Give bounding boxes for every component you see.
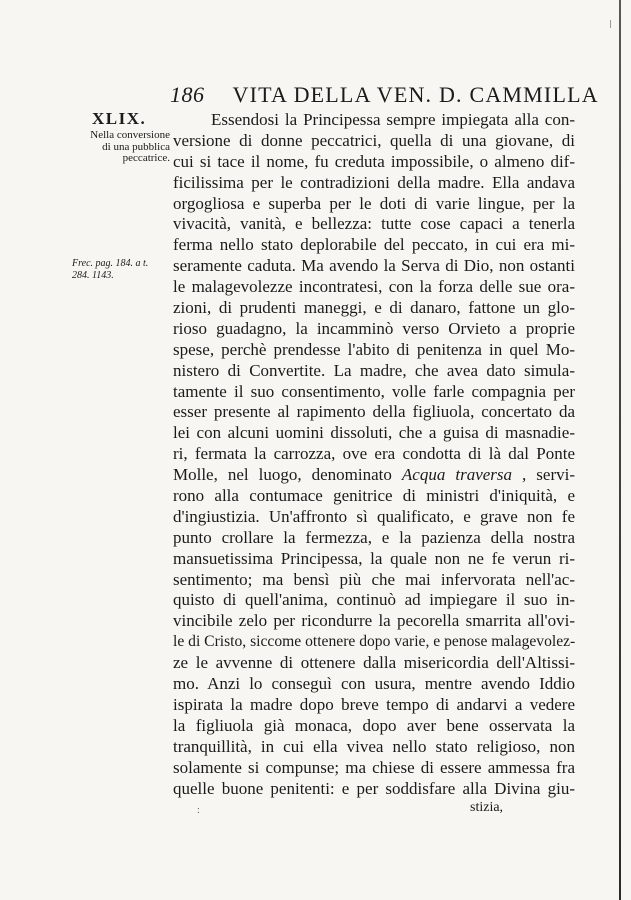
page-binding-edge [619, 0, 621, 900]
text-line: d'ingiustizia. Un'affronto sì qualificato, e grave non fe [173, 506, 575, 526]
text-line: rono alla contumace genitrice di ministri d'iniquità, e [173, 486, 575, 506]
margin-sidenote [74, 130, 170, 165]
running-header [170, 82, 599, 108]
text-line-with-italic [173, 465, 575, 486]
text-line: sentimento; ma bensì più che mai infervorata nell'ac- [173, 569, 575, 589]
text-line: solamente si compunse; ma chiese di essere ammessa fra [173, 757, 575, 777]
running-title: VITA DELLA VEN. D. CAMMILLA [232, 82, 599, 107]
text-line: vincibile zelo per ricondurre la pecorella smarrita all'ovi- [173, 611, 575, 631]
text-line: seramente caduta. Ma avendo la Serva di Dio, non ostanti [173, 256, 575, 276]
text-line: vivacità, vanità, e bellezza: tutte cose capaci a tenerla [173, 214, 575, 234]
margin-citation [72, 258, 170, 282]
text-line: orgogliosa e superba per le doti di varie lingue, per la [173, 193, 575, 213]
body-text [173, 110, 575, 799]
text-line: quelle buone penitenti: e per soddisfare alla Divina giu- [173, 778, 575, 798]
text-line: spese, perchè prendesse l'abito di penitenza in quel Mo- [173, 339, 575, 359]
sidenote-line: peccatrice. [122, 152, 170, 164]
text-line: mo. Anzi lo conseguì con usura, mentre avendo Iddio [173, 674, 575, 694]
text-line: quisto di quell'anima, continuò ad impiegare il suo in- [173, 590, 575, 610]
text-line: tranquillità, in cui ella vivea nello stato religioso, non [173, 736, 575, 756]
citation-line: Frec. pag. 184. a t. [72, 258, 149, 269]
text-line: ri, fermata la carrozza, ove era condotta di là dal Ponte [173, 444, 575, 464]
text-line: le malagevolezze incontratesi, con la forza delle sue ora- [173, 277, 575, 297]
catchword: stizia, [470, 800, 504, 815]
text-line: tamente il suo consentimento, volle farle compagnia per [173, 381, 575, 401]
text-line: ze le avvenne di ottenere dalla misericordia dell'Altissi- [173, 653, 575, 673]
text-line: punto crollare la fermezza, e la pazienza della nostra [173, 527, 575, 547]
text-line: le di Cristo, siccome ottenere dopo varie, e penose malagevolez- [173, 633, 576, 651]
sidenote-line: Nella conversione [90, 129, 170, 141]
line-tail: , servi- [522, 465, 576, 485]
sidenote-line: di una pubblica [102, 140, 170, 153]
line-text: Molle, nel luogo, denominato [173, 465, 392, 485]
edge-mark [610, 20, 611, 28]
text-line: nistero di Convertite. La madre, che avea dato simula- [173, 360, 575, 380]
text-line: zioni, di prudenti maneggi, e di danaro, fattone un glo- [173, 298, 575, 318]
text-line: mansuetissima Principessa, la quale non ne fe verun ri- [173, 548, 575, 568]
text-line: cui si tace il nome, fu creduta impossibile, o almeno dif- [173, 151, 575, 171]
text-line: Essendosi la Principessa sempre impiegata alla con- [211, 110, 575, 129]
text-line: esser presente al rapimento della figliuola, concertato da [173, 402, 575, 422]
section-number: XLIX. [92, 109, 147, 128]
text-line: versione di donne peccatrici, quella di una giovane, di [173, 130, 575, 150]
italic-place-name: Acqua traversa [401, 465, 513, 485]
page-number: 186 [170, 82, 205, 107]
text-line: lei con alcuni uomini dissoluti, che a guisa di masnadie- [173, 423, 575, 443]
text-line: ferma nello stato deplorabile del peccato, in cui era mi- [173, 235, 575, 255]
text-line: la figliuola già monaca, dopo aver bene osservata la [173, 715, 575, 735]
text-line: ispirata la madre dopo breve tempo di andarvi a vedere [173, 694, 575, 714]
citation-line: 284. 1143. [72, 270, 114, 281]
printer-mark: : [197, 805, 200, 816]
text-line: ficilissima per le contradizioni della madre. Ella andava [173, 172, 575, 192]
text-line: rioso guadagno, la incamminò verso Orvieto a proprie [173, 318, 575, 338]
